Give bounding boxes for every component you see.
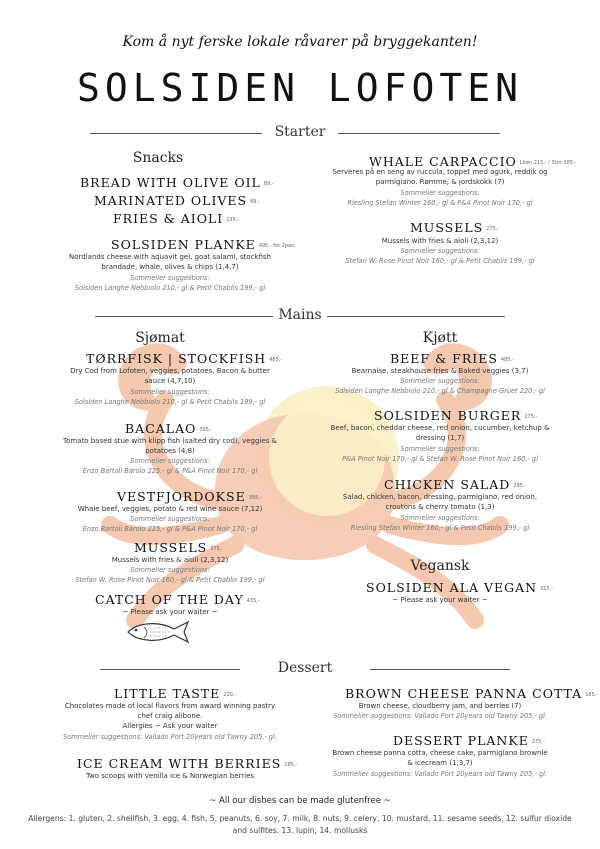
dish-mussels-main: MUSSELS 375,- [134,540,224,555]
section-mains: Mains [278,307,322,323]
divider [90,133,262,134]
whale-desc: Serveres på en seng av ruccula, toppet med agurk, reddik og parmigiano. Rømme, & jordskokk (7) [332,168,548,186]
restaurant-title: SOLSIDEN LOFOTEN [76,66,524,110]
bacalao-desc: Tomato based stue with klipp fish (salted dry cod), veggies & potatoes (4,8) [63,437,277,455]
dish-bread: BREAD WITH OLIVE OIL 89,- [80,175,274,190]
allergen-list: Allergens: 1. gluten, 2. shellfish, 3. egg, 4. fish, 5. peanuts, 6. soy, 7. milk, 8. nuts, 9. celery, 10. mustard, 11. sesame seeds, 12. sulfur dioxide and sulfites. 13. lupin, 14. mollusks [28,814,572,835]
divider [370,669,510,670]
burger-sommelier: Sommelier suggestions: P&A Pinot Noir 170,- gl & Stefan W. Rose Pinot Noir 160,- gl [342,445,538,463]
little-taste-sommelier: Sommelier suggestions: Vallado Port 20years old Tawny 205,- gl. [62,733,278,741]
dish-dessert-planke: DESSERT PLANKE 275,- [393,733,545,748]
catch-desc: ~ Please ask your waiter ~ [122,608,218,616]
dish-mussels-starter: MUSSELS 275,- [410,220,500,235]
dish-torrfisk: TØRRFISK | STOCKFISH 465,- [86,351,283,366]
subhead-kjott: Kjøtt [422,330,458,346]
dish-whale: WHALE CARPACCIO Liten 215,- / Stor 385,- [369,154,577,169]
little-taste-desc: Chocolates made of local flavors from award winning pastry chef craig alibone. Allergies ~ Ask your waiter [64,702,276,730]
dish-icecream: ICE CREAM WITH BERRIES 185,- [77,756,298,771]
vegan-desc: ~ Please ask your waiter ~ [392,596,488,604]
mussels-starter-desc: Mussels with fries & aioli (2,3,12) [381,237,499,245]
divider [338,133,500,134]
dessert-planke-desc: Brown cheese panna cotta, cheese cake, parmigiano brownie & icecream (1,3,7) [332,749,548,767]
burger-desc: Beef, bacon, cheddar cheese, red onion, cucumber, ketchup & dressing (1,7) [330,424,550,442]
dish-little-taste: LITTLE TASTE 220,- [114,686,237,701]
chicken-sommelier: Sommelier suggestions: Riesling Stefan Winter 160,- gl & Petit Chablis 199,- gl [350,514,530,532]
fish-icon [122,619,192,645]
mussels-starter-sommelier: Sommelier suggestions: Stefan W. Rose Pinot Noir 160,- gl & Petit Chablis 199,- gl [345,247,535,265]
dish-panna-cotta: BROWN CHEESE PANNA COTTA 185,- [345,686,599,701]
subhead-snacks: Snacks [132,150,184,166]
planke-desc: Nordlands cheese with aquavit gel, goat salami, stockfish brandade, whale, olives & chips (1,4,7) [69,253,271,271]
torrfisk-sommelier: Sommelier suggestions: Solsiden Langhe Nebbiolo 210,- gl & Petit Chablis 199,- gl [74,388,266,406]
dish-olives: MARINATED OLIVES 89,- [94,193,260,208]
dish-fries: FRIES & AIOLI 135,- [113,211,240,226]
divider [100,669,240,670]
dish-catch: CATCH OF THE DAY 435,- [95,592,260,607]
vestfjordokse-desc: Whale beef, veggies, potato & red wine sauce (7,12) [77,505,263,513]
whale-sommelier: Sommelier suggestions: Riesling Stefan Winter 160,- gl & P&A Pinot Noir 170,- gl [347,189,533,207]
divider [327,316,505,317]
dish-vegan: SOLSIDEN ALA VEGAN 315,- [366,580,554,595]
divider [95,316,273,317]
chicken-desc: Salad, chicken, bacon, dressing, parmigiano, red onion, croutons & cherry tomato (1,3) [342,493,538,511]
dish-beef: BEEF & FRIES 485,- [390,351,514,366]
glutenfree-note: ~ All our dishes can be made glutenfree ~ [209,796,391,806]
dish-burger: SOLSIDEN BURGER 275,- [374,408,538,423]
beef-desc: Bearnaise, steakhouse fries & Baked veggies (3,7) [351,367,529,375]
section-dessert: Dessert [277,660,333,676]
icecream-desc: Two scoops with venilla ice & Norwegian berries [85,772,255,780]
bacalao-sommelier: Sommelier suggestions: Enzo Bartoli Barolo 225,- gl & P&A Pinot Noir 170,- gl [82,457,258,475]
dish-chicken: CHICKEN SALAD 295,- [384,477,527,492]
dish-bacalao: BACALAO 395,- [125,421,213,436]
subhead-vegansk: Vegansk [410,558,470,574]
panna-cotta-desc: Brown cheese, cloudberry jam, and berries (7) [358,702,522,710]
dessert-planke-sommelier: Sommelier suggestions: Vallado Port 20years old Tawny 205,- gl. [332,770,548,778]
section-starter: Starter [274,124,326,140]
beef-sommelier: Sommelier suggestions: Solsiden Langhe Nebbiolo 210,- gl & Champagne Gruet 220,- gl [335,377,545,395]
tagline: Kom å nyt ferske lokale råvarer på bryggekanten! [122,34,478,50]
dish-vestfjordokse: VESTFJORDOKSE 395,- [117,489,262,504]
subhead-sjomat: Sjømat [135,330,185,346]
torrfisk-desc: Dry Cod from Lofoten, veggies, potatoes, Bacon & butter sauce (4,7,10) [70,367,270,385]
dish-planke: SOLSIDEN PLANKE 495,- for 2pax [111,237,295,252]
mussels-main-sommelier: Sommelier suggestions: Stefan W. Rose Pinot Noir 160,- gl & Petit Chablis 199,- gl [75,566,265,584]
mussels-main-desc: Mussels with fries & aioli (2,3,12) [111,556,229,564]
planke-sommelier: Sommelier suggestions: Solsiden Langhe Nebbiolo 210,- gl & Petit Chablis 199,- gl [74,274,266,292]
vestfjordokse-sommelier: Sommelier suggestions: Enzo Bartoli Barolo 225,- gl & P&A Pinot Noir 170,- gl [82,515,258,533]
panna-cotta-sommelier: Sommelier suggestions: Vallado Port 20years old Tawny 205,- gl. [332,712,548,720]
